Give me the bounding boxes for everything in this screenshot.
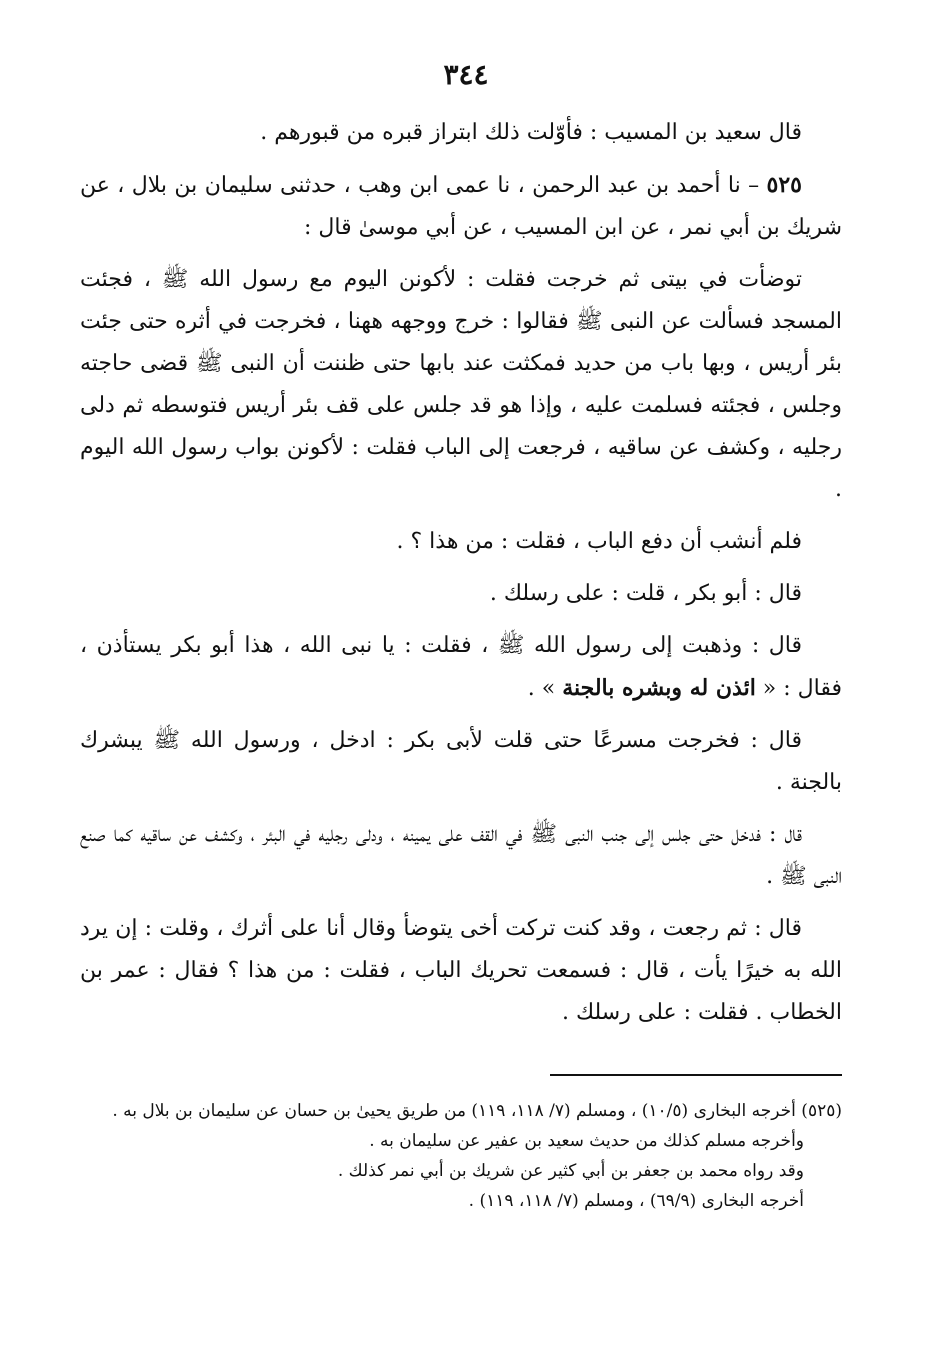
prophet-quote: ائذن له وبشره بالجنة — [562, 675, 756, 701]
paragraph-intro: قال سعيد بن المسيب : فأوّلت ذلك ابتراز قبره من قبورهم . — [260, 120, 802, 145]
footnote-riwaya: وقد رواه محمد بن جعفر بن أبي كثير عن شريك بن أبي نمر كذلك . — [337, 1161, 804, 1181]
paragraph-sitting: قال : فدخل حتى جلس إلى جنب النبى ﷺ في القف على يمينه ، ودلى رجليه في البئر ، وكشف عن ساقيه كما صنع النبى ﷺ . — [80, 822, 842, 889]
paragraph-umar: قال : ثم رجعت ، وقد كنت تركت أخى يتوضأ وقال أنا على أثرك ، وقلت : إن يرد الله به خيرًا يأت ، قال : فسمعت تحريك الباب ، فقلت : من هذا ؟ فقال : عمر بن الخطاب . فقلت : على رسلك . — [80, 916, 842, 1025]
footnote-muslim: وأخرجه مسلم كذلك من حديث سعيد بن عفير عن سليمان به . — [369, 1131, 804, 1151]
footnote-takhrij: (٥٢٥) أخرجه البخارى (١٠/٥) ، ومسلم (٧/ ١١٨، ١١٩) من طريق يحيىٰ بن حسان عن سليمان بن بلال به . — [112, 1101, 842, 1121]
footnotes — [80, 1096, 842, 1216]
permission-before: قال : وذهبت إلى رسول الله ﷺ ، فقلت : يا نبى الله ، هذا أبو بكر يستأذن ، فقال : « — [80, 633, 842, 701]
paragraph-permission — [80, 625, 842, 710]
footnote-bukhari: أخرجه البخارى (٦٩/٩) ، ومسلم (٧/ ١١٨، ١١٩) . — [468, 1191, 804, 1211]
hadith-chain: – نا أحمد بن عبد الرحمن ، نا عمى ابن وهب ، حدثنى سليمان بن بلال ، عن شريك بن أبي نمر ، عن ابن المسيب ، عن أبي موسىٰ قال : — [80, 173, 842, 240]
paragraph-narration: توضأت في بيتى ثم خرجت فقلت : لأكونن اليوم مع رسول الله ﷺ ، فجئت المسجد فسألت عن النبى ﷺ فقالوا : خرج ووجهه ههنا ، فخرجت في أثره حتى جئت بئر أريس ، وبها باب من حديد فمكثت عند بابها حتى ظننت أن النبى ﷺ قضى حاجته وجلس ، فجئته فسلمت عليه ، وإذا هو قد جلس على قف بئر أريس فتوسطه ثم دلى رجليه ، وكشف عن ساقيه ، فرجعت إلى الباب فقلت : لأكونن بواب رسول الله اليوم . — [80, 267, 842, 502]
paragraph-glad-tidings: قال : فخرجت مسرعًا حتى قلت لأبى بكر : ادخل ، ورسول الله ﷺ يبشرك بالجنة . — [80, 728, 842, 795]
hadith-number: ٥٢٥ — [766, 172, 802, 198]
paragraph-knock: فلم أنشب أن دفع الباب ، فقلت : من هذا ؟ . — [396, 529, 802, 554]
footnote-divider — [550, 1074, 842, 1076]
page-number: ٣٤٤ — [443, 58, 489, 91]
hadith-heading — [80, 164, 842, 249]
main-text — [80, 112, 842, 1044]
paragraph-abu-bakr: قال : أبو بكر ، قلت : على رسلك . — [489, 581, 802, 606]
permission-after: » . — [527, 676, 563, 701]
